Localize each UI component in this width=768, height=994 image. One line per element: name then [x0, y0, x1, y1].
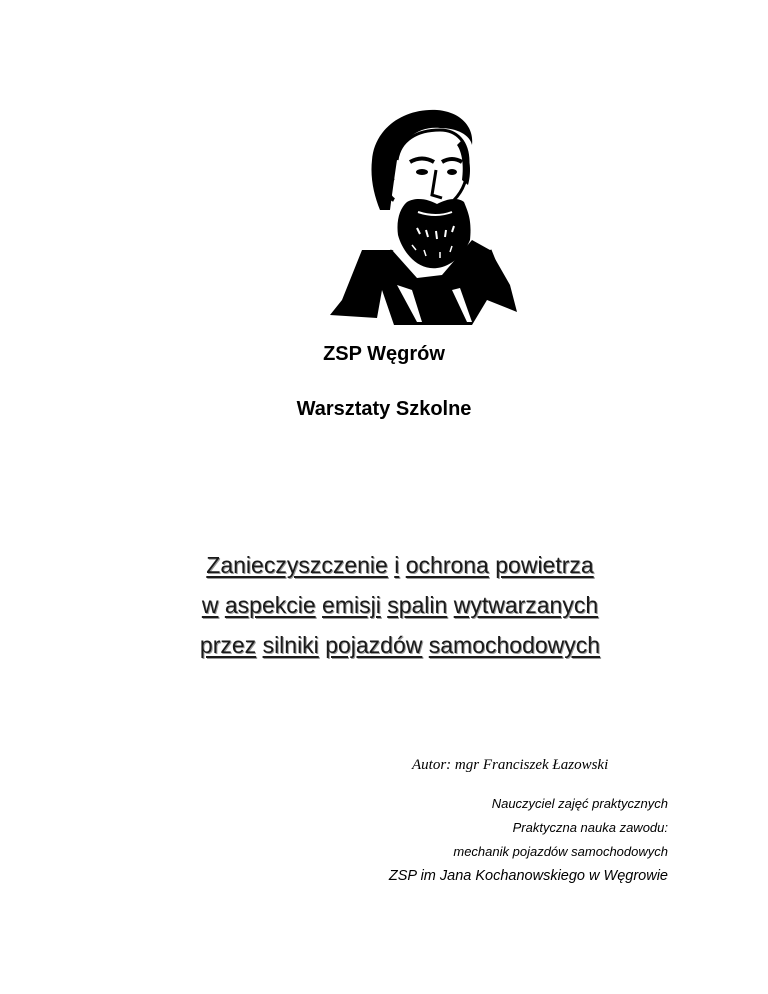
profession: mechanik pojazdów samochodowych [453, 844, 668, 859]
title-line-3: przez silniki pojazdów samochodowych [199, 632, 601, 658]
department-name: Warsztaty Szkolne [296, 398, 472, 420]
author-role: Nauczyciel zajęć praktycznych [491, 796, 668, 811]
portrait-illustration [322, 100, 522, 325]
school-name: ZSP Węgrów [323, 343, 445, 365]
title-line-2: w aspekcie emisji spalin wytwarzanych [201, 592, 599, 618]
author: Autor: mgr Franciszek Łazowski [412, 757, 609, 773]
document-title [0, 545, 768, 665]
title-line-1: Zanieczyszczenie i ochrona powietrza [206, 552, 594, 578]
program-label: Praktyczna nauka zawodu: [512, 820, 668, 835]
author-credits [389, 792, 668, 888]
school-full-name: ZSP im Jana Kochanowskiego w Węgrowie [388, 868, 668, 884]
